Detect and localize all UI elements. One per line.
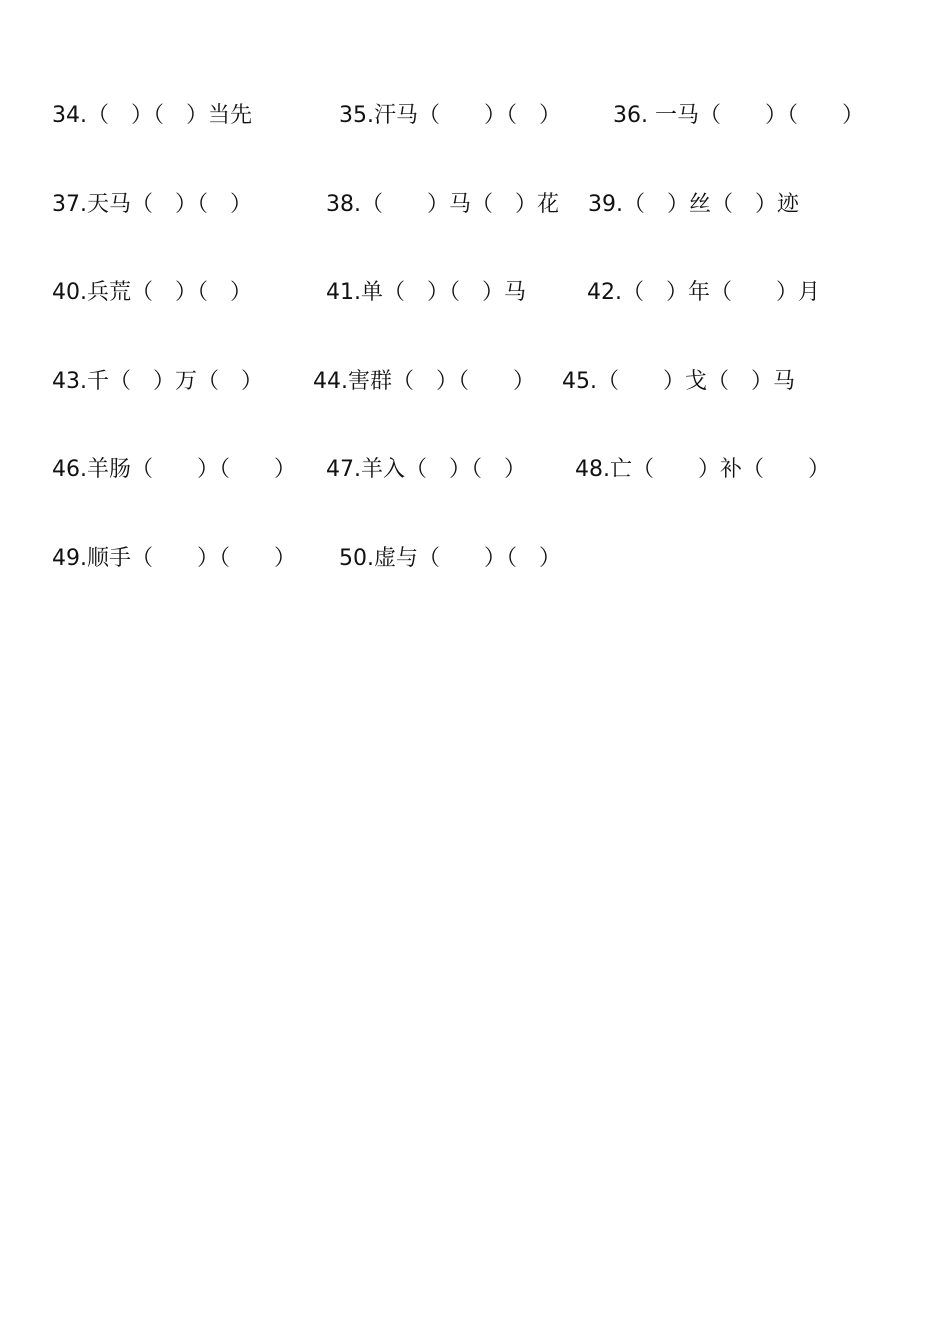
- exercise-row-5: [52, 452, 912, 488]
- exercise-34: 34.（ ）（ ）当先: [52, 103, 252, 128]
- exercise-47: 47.羊入（ ）（ ）: [326, 457, 526, 482]
- exercise-49: 49.顺手（ ）（ ）: [52, 546, 296, 571]
- exercise-36: 36. 一马（ ）（ ）: [613, 103, 864, 128]
- exercise-37: 37.天马（ ）（ ）: [52, 192, 252, 217]
- exercise-43: 43.千（ ）万（ ）: [52, 369, 263, 394]
- exercise-row-1: [52, 98, 912, 134]
- exercise-41: 41.单（ ）（ ）马: [326, 280, 526, 305]
- exercise-46: 46.羊肠（ ）（ ）: [52, 457, 296, 482]
- exercise-row-2: [52, 187, 912, 223]
- exercise-row-3: [52, 275, 912, 311]
- exercise-39: 39.（ ）丝（ ）迹: [588, 192, 799, 217]
- exercise-row-6: [52, 541, 912, 577]
- exercise-45: 45.（ ）戈（ ）马: [562, 369, 795, 394]
- exercise-50: 50.虚与（ ）（ ）: [339, 546, 561, 571]
- exercise-40: 40.兵荒（ ）（ ）: [52, 280, 252, 305]
- exercise-38: 38.（ ）马（ ）花: [326, 192, 559, 217]
- exercise-35: 35.汗马（ ）（ ）: [339, 103, 561, 128]
- exercise-48: 48.亡（ ）补（ ）: [575, 457, 830, 482]
- exercise-42: 42.（ ）年（ ）月: [587, 280, 820, 305]
- exercise-row-4: [52, 364, 912, 400]
- exercise-44: 44.害群（ ）（ ）: [313, 369, 535, 394]
